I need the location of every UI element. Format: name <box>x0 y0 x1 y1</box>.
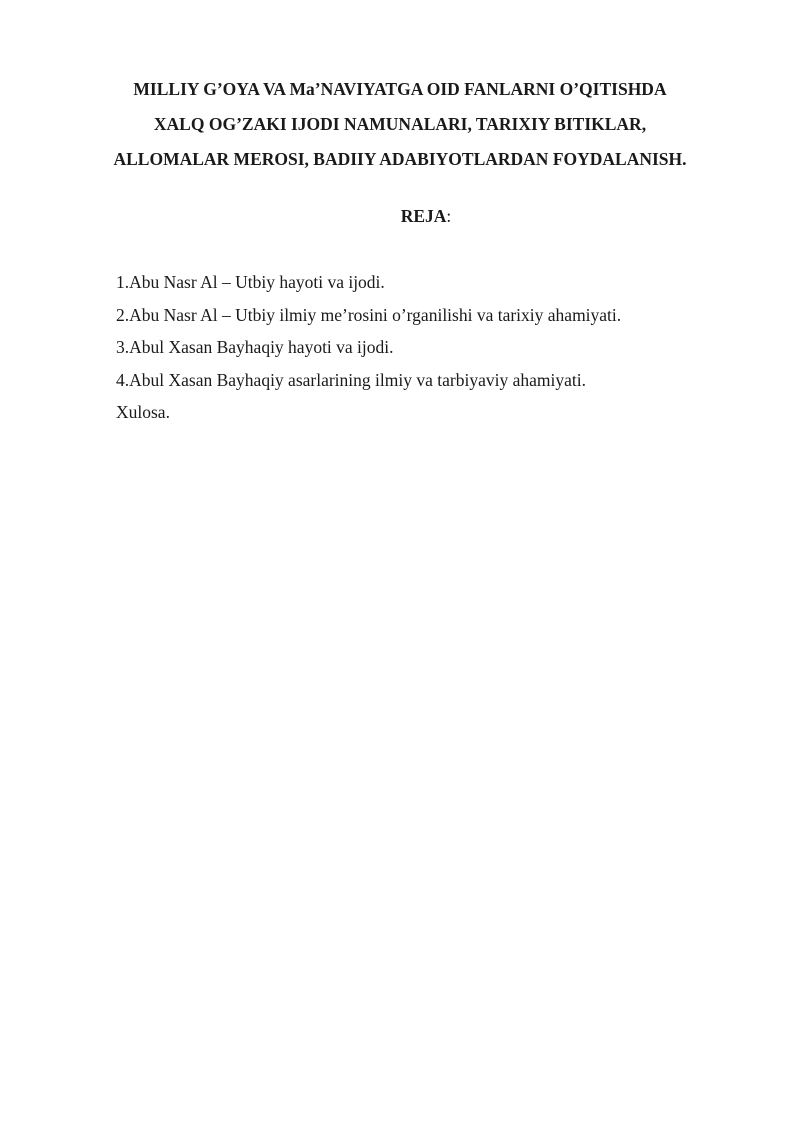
plan-item-conclusion: Xulosa. <box>116 402 170 422</box>
plan-item-4: 4.Abul Xasan Bayhaqiy asarlarining ilmiy va tarbiyaviy ahamiyati. <box>116 369 586 390</box>
plan-heading <box>0 200 800 232</box>
plan-item-3: 3.Abul Xasan Bayhaqiy hayoti va ijodi. <box>116 337 394 357</box>
plan-heading-colon: : <box>446 206 452 226</box>
title-line-1: MILLIY G’OYA VA Ma’NAVIYATGA OID FANLARNI O’QITISHDA <box>133 79 667 99</box>
plan-item-1: 1.Abu Nasr Al – Utbiy hayoti va ijodi. <box>116 272 385 292</box>
plan-heading-label: REJA <box>400 206 447 226</box>
document-title <box>60 72 740 177</box>
title-line-2: XALQ OG’ZAKI IJODI NAMUNALARI, TARIXIY BITIKLAR, <box>153 114 647 134</box>
plan-item-2: 2.Abu Nasr Al – Utbiy ilmiy me’rosini o’rganilishi va tarixiy ahamiyati. <box>116 304 622 325</box>
title-line-3: ALLOMALAR MEROSI, BADIIY ADABIYOTLARDAN FOYDALANISH. <box>113 149 687 169</box>
plan-list <box>116 266 756 429</box>
